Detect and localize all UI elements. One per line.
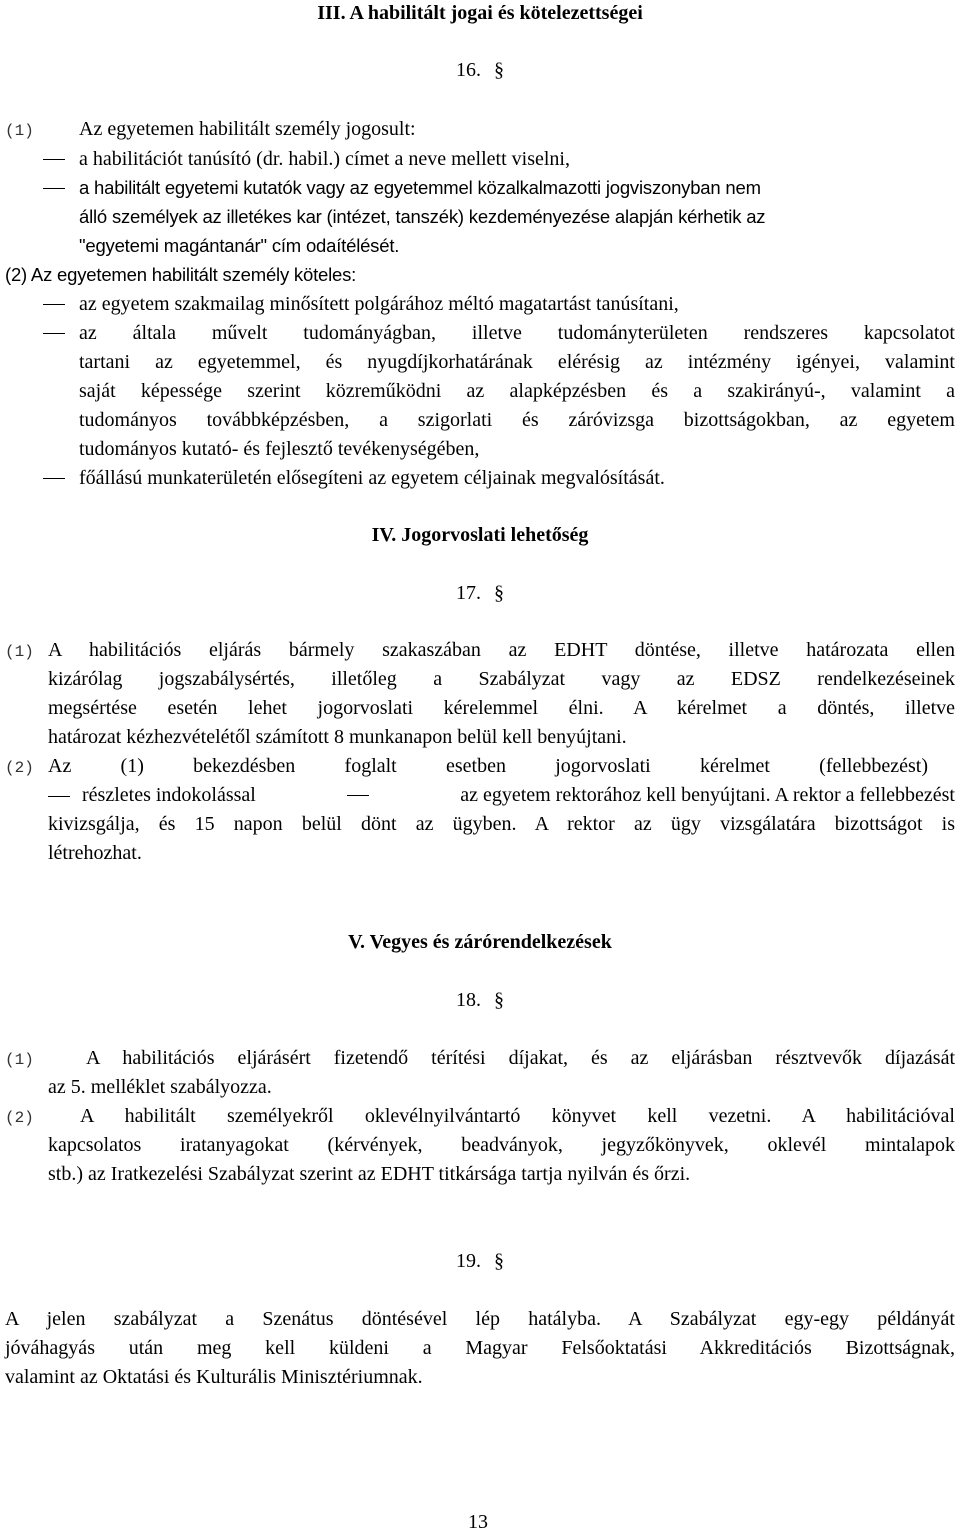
em-dash-icon <box>48 796 70 797</box>
final-line: A jelen szabályzat a Szenátus döntésével lép hatályba. A Szabályzat egy-egy példányát <box>5 1308 955 1330</box>
clause-line: Az (1) bekezdésben foglalt esetben jogorvoslati kérelmet (fellebbezést) <box>48 755 928 777</box>
em-dash-icon <box>43 333 65 334</box>
clause-line: stb.) az Iratkezelési Szabályzat szerint az EDHT titkársága tartja nyilván és őrzi. <box>48 1163 691 1185</box>
section-heading-v: V. Vegyes és zárórendelkezések <box>348 931 612 953</box>
section-heading-iv: IV. Jogorvoslati lehetőség <box>371 524 589 546</box>
em-dash-icon <box>43 304 65 305</box>
list-item-continuation: "egyetemi magántanár" cím odaítélését. <box>79 235 400 256</box>
clause-number: (2) <box>5 1109 34 1127</box>
list-item-continuation: tartani az egyetemmel, és nyugdíjkorhatárának elérésig az intézmény igényei, valamint <box>79 351 955 373</box>
list-item: főállású munkaterületén elősegíteni az egyetem céljainak megvalósítását. <box>79 467 665 489</box>
section-sign-icon: § <box>494 59 504 81</box>
clause-fragment: az egyetem rektorához kell benyújtani. A rektor a fellebbezést <box>460 784 955 806</box>
clause-text: Az egyetemen habilitált személy jogosult: <box>79 118 416 140</box>
list-item-continuation: saját képessége szerint közreműködni az alapképzésben és a szakirányú-, valamint a <box>79 380 955 402</box>
list-item-continuation: tudományos továbbképzésben, a szigorlati és záróvizsga bizottságokban, az egyetem <box>79 409 955 431</box>
clause-line: az 5. melléklet szabályozza. <box>48 1076 272 1098</box>
em-dash-icon <box>43 188 65 189</box>
clause-line: A habilitációs eljárás bármely szakaszában az EDHT döntése, illetve határozata ellen <box>48 639 955 661</box>
em-dash-icon <box>43 478 65 479</box>
clause-fragment: részletes indokolással <box>82 784 256 806</box>
list-item: az egyetem szakmailag minősített polgárához méltó magatartást tanúsítani, <box>79 293 679 315</box>
clause-line: kapcsolatos iratanyagokat (kérvények, beadványok, jegyzőkönyvek, oklevél mintalapok <box>48 1134 955 1156</box>
list-item: a habilitált egyetemi kutatók vagy az egyetemmel közalkalmazotti jogviszonyban nem <box>79 177 761 198</box>
paragraph-number-17: 17. <box>456 582 481 604</box>
paragraph-number-16: 16. <box>456 59 481 81</box>
clause-line <box>82 781 955 809</box>
clause-line: kizárólag jogszabálysértés, illetőleg a Szabályzat vagy az EDSZ rendelkezéseinek <box>48 668 955 690</box>
clause-line: kivizsgálja, és 15 napon belül dönt az ügyben. A rektor az ügy vizsgálatára bizottságot is <box>48 813 955 835</box>
clause-line: létrehozhat. <box>48 842 142 864</box>
clause-line: határozat kézhezvételétől számított 8 munkanapon belül kell benyújtani. <box>48 726 627 748</box>
section-sign-icon: § <box>494 989 504 1011</box>
clause-line: A habilitált személyekről oklevélnyilvántartó könyvet kell vezetni. A habilitációval <box>80 1105 955 1127</box>
clause-number: (1) <box>5 643 34 661</box>
paragraph-number-18: 18. <box>456 989 481 1011</box>
list-item: a habilitációt tanúsító (dr. habil.) címet a neve mellett viselni, <box>79 148 570 170</box>
section-sign-icon: § <box>494 1250 504 1272</box>
final-line: valamint az Oktatási és Kulturális Minisztériumnak. <box>5 1366 423 1388</box>
clause-number: (1) <box>5 122 34 140</box>
clause-line: A habilitációs eljárásért fizetendő térítési díjakat, és az eljárásban résztvevők díjazását <box>86 1047 955 1069</box>
section-sign-icon: § <box>494 582 504 604</box>
paragraph-number-19: 19. <box>456 1250 481 1272</box>
clause-line: megsértése esetén lehet jogorvoslati kérelemmel élni. A kérelmet a döntés, illetve <box>48 697 955 719</box>
em-dash-icon <box>43 159 65 160</box>
final-line: jóváhagyás után meg kell küldeni a Magyar Felsőoktatási Akkreditációs Bizottságnak, <box>5 1337 955 1359</box>
clause-number: (1) <box>5 1051 34 1069</box>
page-number: 13 <box>468 1511 488 1533</box>
clause-text: (2) Az egyetemen habilitált személy köteles: <box>5 264 357 285</box>
list-item: az általa művelt tudományágban, illetve tudományterületen rendszeres kapcsolatot <box>79 322 955 344</box>
list-item-continuation: tudományos kutató- és fejlesztő tevékenységében, <box>79 438 480 460</box>
list-item-continuation: álló személyek az illetékes kar (intézet, tanszék) kezdeményezése alapján kérhetik az <box>79 206 766 227</box>
section-heading-iii: III. A habilitált jogai és kötelezettségei <box>317 2 643 24</box>
clause-number: (2) <box>5 759 34 777</box>
em-dash-icon <box>347 795 369 809</box>
